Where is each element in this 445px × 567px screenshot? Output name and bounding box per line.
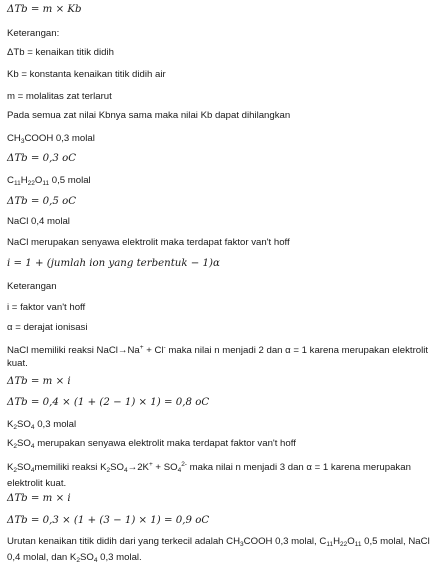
- dtb-nacl: ΔTb = 0,4 × (1 + (2 − 1) × 1) = 0,8 oC: [7, 397, 210, 408]
- definition-i: i = faktor van't hoff: [7, 302, 86, 313]
- definition-m: m = molalitas zat terlarut: [7, 91, 112, 102]
- formula-i-k2so4: ΔTb = m × i: [7, 493, 71, 504]
- keterangan-title: Keterangan:: [7, 28, 60, 39]
- definition-dtb: ΔTb = kenaikan titik didih: [7, 47, 114, 58]
- keterangan-2: Keterangan: [7, 281, 57, 292]
- nacl-electrolyte-note: NaCl merupakan senyawa elektrolit maka terdapat faktor van't hoff: [7, 237, 290, 248]
- dtb-k2so4: ΔTb = 0,3 × (1 + (3 − 1) × 1) = 0,9 oC: [7, 515, 210, 526]
- definition-kb: Kb = konstanta kenaikan titik didih air: [7, 69, 166, 80]
- dtb-ch3cooh: ΔTb = 0,3 oC: [7, 153, 77, 164]
- line-c11h22o11: $C_{11}H_{22}O_{11}$ 0,5 molal: [7, 175, 91, 187]
- definition-alpha: α = derajat ionisasi: [7, 322, 88, 333]
- k2so4-reaction: $K_2SO_4memiliki$ reaksi $K_2SO_4\to 2K^+ + SO_4^{2-}$ maka nilai n menjadi 3 dan α = 1 karena merupakan elektrolit kuat.: [7, 461, 411, 489]
- formula-main: ΔTb = m × Kb: [7, 4, 82, 15]
- conclusion: Urutan kenaikan titik didih dari yang terkecil adalah $CH_3COOH$ 0,3 molal, $C_{11}H_{22}O_{11}$ 0,5 molal, NaCl 0,4 molal, dan $K_2SO_4$ 0,3 molal.: [7, 536, 430, 564]
- formula-i-nacl: ΔTb = m × i: [7, 376, 71, 387]
- note-kb: Pada semua zat nilai Kbnya sama maka nilai Kb dapat dihilangkan: [7, 110, 291, 121]
- vanthoff-formula: i = 1 + (jumlah ion yang terbentuk − 1)α: [7, 258, 220, 269]
- k2so4-electrolyte-note: $K_2SO_4$ merupakan senyawa elektrolit maka terdapat faktor van't hoff: [7, 438, 296, 450]
- nacl-reaction: NaCl memiliki reaksi NaCl→Na+ + Cl- maka nilai n menjadi 2 dan α = 1 karena merupakan elektrolit kuat.: [7, 344, 429, 369]
- dtb-c11h22o11: ΔTb = 0,5 oC: [7, 196, 77, 207]
- line-k2so4: $K_2SO_4$ 0,3 molal: [7, 419, 77, 431]
- line-nacl: NaCl 0,4 molal: [7, 216, 70, 227]
- line-ch3cooh: $CH_3COOH$ 0,3 molal: [7, 133, 95, 145]
